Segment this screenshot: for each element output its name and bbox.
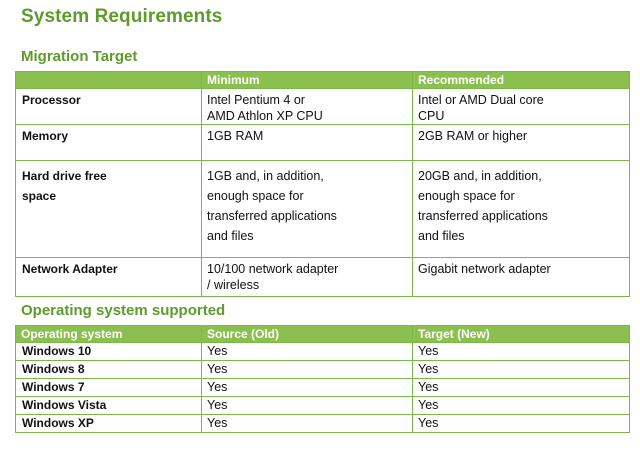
- cell-source: Yes: [202, 379, 413, 397]
- header-cell-operating-system: Operating system: [16, 326, 202, 343]
- table-row: [16, 361, 630, 379]
- header-cell-source: Source (Old): [202, 326, 413, 343]
- row-label-processor: Processor: [16, 89, 202, 125]
- os-supported-table: [15, 325, 630, 433]
- header-cell-recommended: Recommended: [413, 72, 630, 89]
- cell-source: Yes: [202, 415, 413, 433]
- cell-minimum: 1GB RAM: [202, 125, 413, 161]
- header-cell-minimum: Minimum: [202, 72, 413, 89]
- row-label-network-adapter: Network Adapter: [16, 258, 202, 297]
- table-header-row: [16, 72, 630, 89]
- cell-minimum: Intel Pentium 4 or AMD Athlon XP CPU: [202, 89, 413, 125]
- row-label-memory: Memory: [16, 125, 202, 161]
- header-cell-empty: [16, 72, 202, 89]
- table-row: [16, 397, 630, 415]
- row-label-os: Windows 7: [16, 379, 202, 397]
- cell-source: Yes: [202, 397, 413, 415]
- cell-recommended: 20GB and, in addition, enough space for transferred applications and files: [413, 161, 630, 258]
- cell-recommended: 2GB RAM or higher: [413, 125, 630, 161]
- cell-recommended: Gigabit network adapter: [413, 258, 630, 297]
- table-row: [16, 258, 630, 297]
- row-label-os: Windows 10: [16, 343, 202, 361]
- cell-minimum: 1GB and, in addition, enough space for transferred applications and files: [202, 161, 413, 258]
- row-label-hard-drive: Hard drive free space: [16, 161, 202, 258]
- page-title: System Requirements: [21, 6, 223, 27]
- table-row: [16, 415, 630, 433]
- cell-target: Yes: [413, 379, 630, 397]
- header-cell-target: Target (New): [413, 326, 630, 343]
- cell-target: Yes: [413, 361, 630, 379]
- cell-source: Yes: [202, 343, 413, 361]
- table-row: [16, 89, 630, 125]
- cell-recommended: Intel or AMD Dual core CPU: [413, 89, 630, 125]
- migration-requirements-table: [15, 71, 630, 297]
- row-label-os: Windows XP: [16, 415, 202, 433]
- table-row: [16, 125, 630, 161]
- cell-minimum: 10/100 network adapter / wireless: [202, 258, 413, 297]
- table-row: [16, 379, 630, 397]
- cell-source: Yes: [202, 361, 413, 379]
- os-supported-heading: Operating system supported: [21, 302, 226, 319]
- migration-target-heading: Migration Target: [21, 48, 138, 65]
- row-label-os: Windows 8: [16, 361, 202, 379]
- table-header-row: [16, 326, 630, 343]
- cell-target: Yes: [413, 397, 630, 415]
- table-row: [16, 343, 630, 361]
- table-row: [16, 161, 630, 258]
- cell-target: Yes: [413, 343, 630, 361]
- row-label-os: Windows Vista: [16, 397, 202, 415]
- cell-target: Yes: [413, 415, 630, 433]
